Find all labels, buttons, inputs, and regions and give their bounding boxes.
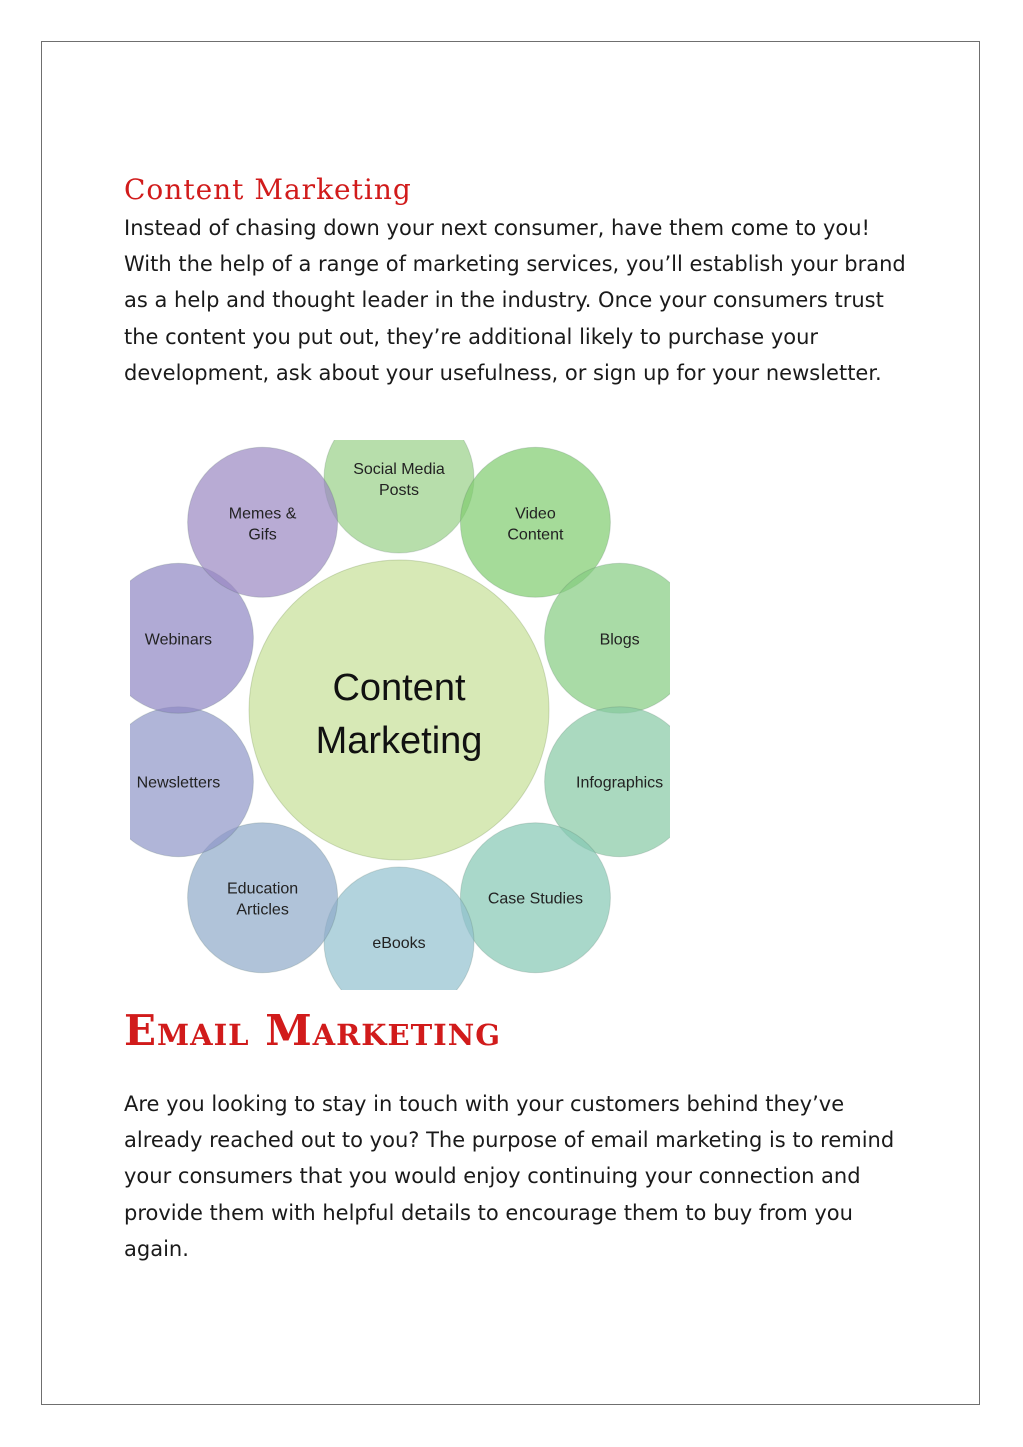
petal-label-infographics-line1: Infographics — [576, 774, 664, 792]
petal-label-case-studies-line1: Case Studies — [487, 890, 583, 908]
petal-label-newsletters-line1: Newsletters — [136, 774, 221, 792]
center-circle-group — [249, 560, 549, 860]
petal-label-ebooks-line1: eBooks — [372, 935, 426, 952]
petal-label-social-media-posts-line1: Social Media — [353, 461, 445, 478]
content-marketing-paragraph: Instead of chasing down your next consumer, have them come to you! With the help of a range of marketing services, you’ll establish your brand as a help and thought leader in the industry. Once your consumers trust the content you put out, they’re additional likely to purchase your development, ask about your usefulness, or sign up for your newsletter. — [124, 216, 906, 385]
center-label-line1: Content — [332, 667, 466, 709]
petal-label-webinars-line1: Webinars — [144, 631, 213, 649]
email-marketing-paragraph: Are you looking to stay in touch with your customers behind they’ve already reached out to you? The purpose of email marketing is to remind your consumers that you would enjoy continuing your connection and provide them with helpful details to encourage them to buy from you again. — [124, 1092, 895, 1261]
center-label-line2: Marketing — [315, 720, 483, 762]
email-marketing-heading: Email Marketing — [124, 1006, 502, 1055]
petal-label-education-articles-line1: Education — [227, 880, 299, 898]
center-circle — [249, 560, 549, 860]
petal-label-education-articles-line2: Articles — [236, 901, 289, 919]
petal-label-social-media-posts-line2: Posts — [378, 482, 420, 499]
petal-label-memes-gifs-line1: Memes & — [228, 505, 297, 523]
petal-label-video-content-line1: Video — [515, 505, 556, 523]
petal-label-blogs-line1: Blogs — [599, 631, 640, 649]
petal-label-video-content-line2: Content — [507, 526, 564, 544]
content-marketing-diagram — [130, 440, 670, 990]
petal-label-memes-gifs-line2: Gifs — [248, 526, 277, 544]
content-marketing-heading: Content Marketing — [124, 173, 412, 206]
petal-ebooks — [324, 867, 474, 990]
